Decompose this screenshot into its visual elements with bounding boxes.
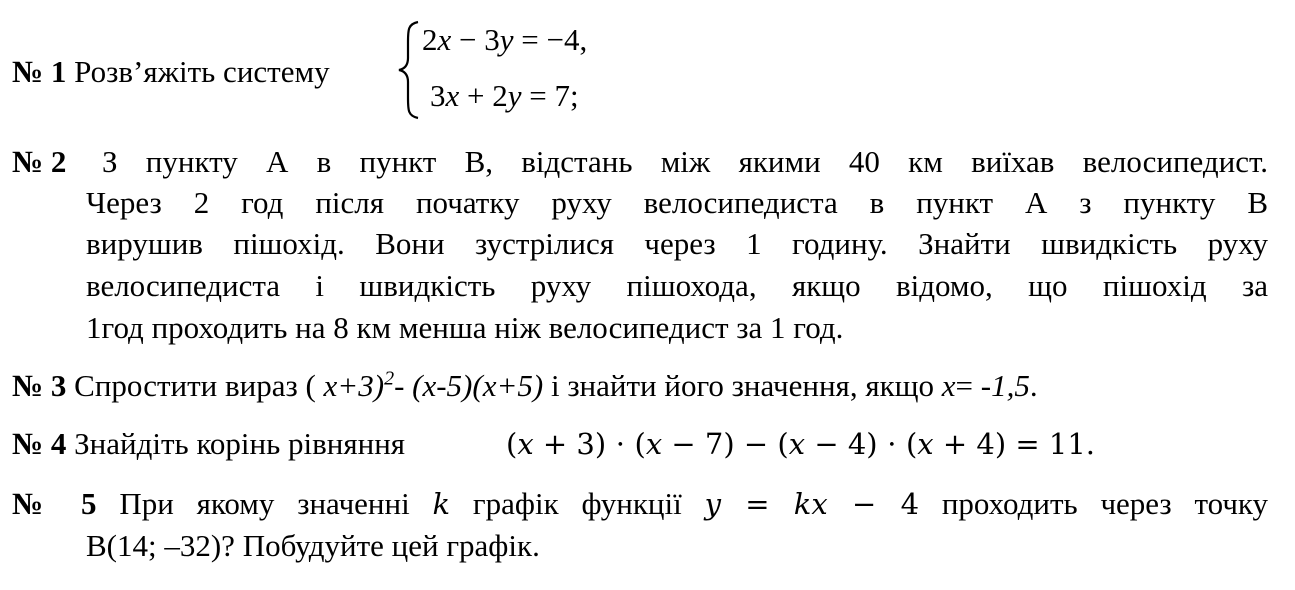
task-2-line-1: З пункту А в пункт В, відстань між якими 40 км виїхав велосипедист. <box>102 144 1268 179</box>
task-4 <box>12 424 405 464</box>
task-5-k: 𝑘 <box>432 487 451 521</box>
task-3-value: -1,5 <box>980 368 1030 403</box>
task-5-text-3: проходить через точку <box>941 486 1269 521</box>
task-2-number-line <box>12 142 66 182</box>
system-equation-1 <box>422 20 587 60</box>
eq2-rhs: = 7; <box>521 78 579 113</box>
task-5-text-1: При якому значенні <box>119 486 410 521</box>
task-3-text-5: . <box>1029 368 1038 403</box>
task-3-text-3: і знайти його значення, якщо <box>543 368 942 403</box>
system-equation-2 <box>430 76 579 116</box>
task-4-number: № 4 <box>12 426 67 461</box>
eq1-var-x: x <box>437 22 452 57</box>
eq1-coef-y: − 3 <box>451 22 500 57</box>
task-3-power: 2 <box>384 367 395 390</box>
eq2-coef-x: 3 <box>430 78 446 113</box>
eq2-var-y: y <box>507 78 522 113</box>
task-3-var: x <box>941 368 956 403</box>
task-5-line-2: В(14; –32)? Побудуйте цей графік. <box>86 528 540 563</box>
task-3-text-1: Спростити вираз ( <box>74 368 324 403</box>
task-3-number: № 3 <box>12 368 67 403</box>
task-3-text-2: - <box>394 368 413 403</box>
task-4-equation: (𝑥 + 3) ⋅ (𝑥 − 7) − (𝑥 − 4) ⋅ (𝑥 + 4) = 11. <box>506 427 1095 461</box>
task-5-text-2: графік функції <box>472 486 682 521</box>
task-2-line-3: вирушив пішохід. Вони зустрілися через 1 годину. Знайти швидкість руху <box>86 226 1268 261</box>
eq1-coef-x: 2 <box>422 22 438 57</box>
task-1-number: № 1 <box>12 54 67 89</box>
task-3-expr-2: (x-5)(x+5) <box>412 368 544 403</box>
task-5-number: № 5 <box>12 486 97 521</box>
task-2-line-2: Через 2 год після початку руху велосипедиста в пункт А з пункту В <box>86 185 1268 220</box>
task-1-text: Розв’яжіть систему <box>74 54 330 89</box>
system-brace <box>396 20 424 120</box>
task-4-text: Знайдіть корінь рівняння <box>74 426 406 461</box>
task-2-line-5: 1год проходить на 8 км менша ніж велосипедист за 1 год. <box>86 310 844 345</box>
task-3-expr-1: x+3) <box>323 368 385 403</box>
task-2-line-4: велосипедиста і швидкість руху пішохода, якщо відомо, що пішохід за <box>86 268 1268 303</box>
task-3-text-4: = <box>955 368 981 403</box>
task-2-number: № 2 <box>12 144 67 179</box>
eq2-var-x: x <box>445 78 460 113</box>
eq2-coef-y: + 2 <box>459 78 508 113</box>
eq1-rhs: = −4, <box>513 22 588 57</box>
task-5-function: 𝑦 = 𝑘𝑥 − 4 <box>704 487 920 521</box>
eq1-var-y: y <box>499 22 514 57</box>
task-5-line-1 <box>12 484 1268 524</box>
task-3 <box>12 366 1038 406</box>
task-1 <box>12 52 330 92</box>
